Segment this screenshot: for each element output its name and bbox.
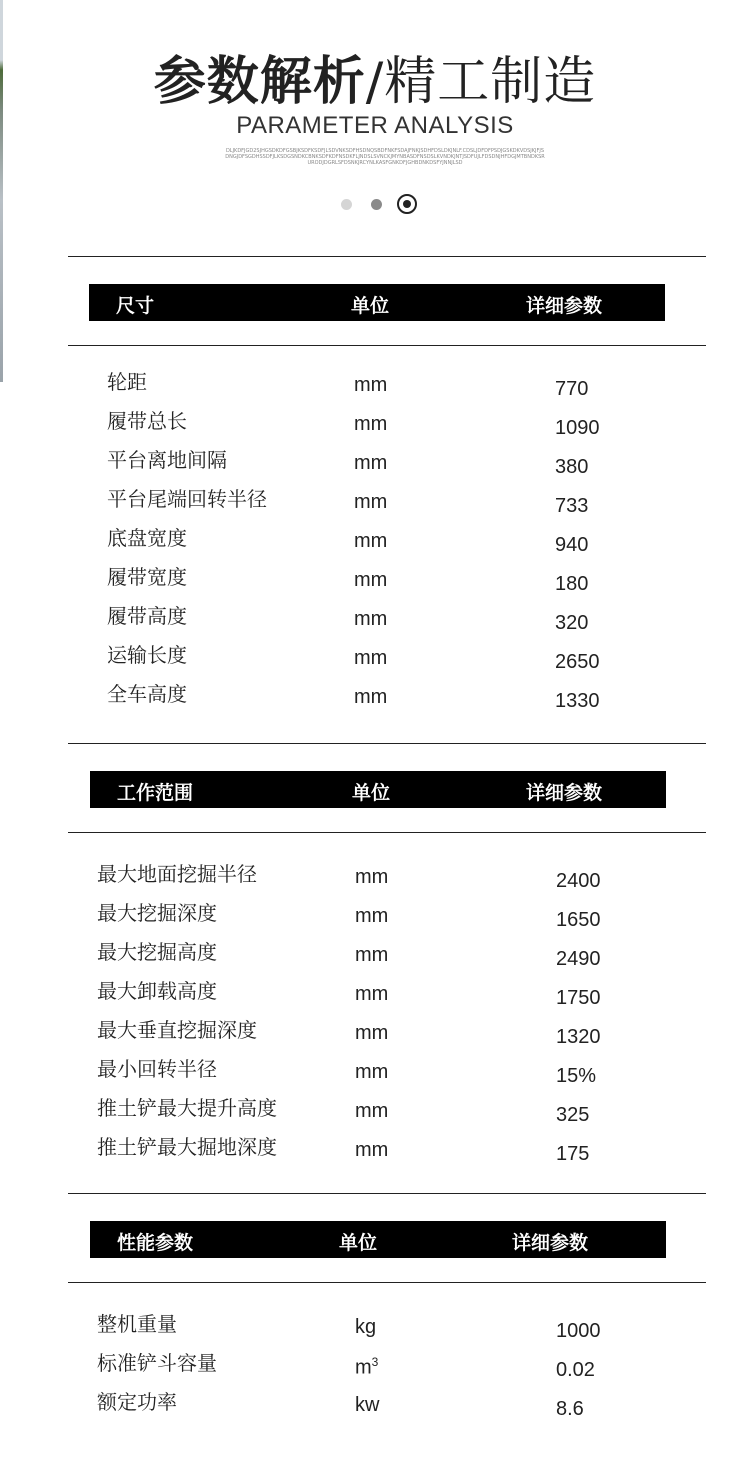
divider bbox=[68, 743, 706, 744]
param-name: 平台尾端回转半径 bbox=[107, 487, 267, 511]
param-unit: mm bbox=[354, 530, 388, 552]
param-value: 1650 bbox=[556, 909, 601, 931]
param-name: 全车高度 bbox=[107, 682, 187, 706]
param-name: 最大挖掘深度 bbox=[97, 901, 217, 925]
section-header-dimensions bbox=[89, 284, 665, 321]
divider bbox=[68, 832, 706, 833]
divider bbox=[68, 256, 706, 257]
param-value: 1090 bbox=[555, 417, 600, 439]
param-value: 2490 bbox=[556, 948, 601, 970]
param-value: 1000 bbox=[556, 1320, 601, 1342]
param-unit: mm bbox=[355, 944, 389, 966]
param-unit: mm bbox=[355, 983, 389, 1005]
param-unit: mm bbox=[354, 608, 388, 630]
page-subtitle: PARAMETER ANALYSIS bbox=[236, 112, 514, 139]
param-unit: mm bbox=[355, 1139, 389, 1161]
title-bold: 参数解析 bbox=[153, 52, 366, 112]
carousel-pagination bbox=[0, 194, 750, 216]
param-unit: mm bbox=[355, 1022, 389, 1044]
param-name: 轮距 bbox=[107, 370, 147, 394]
param-unit: mm bbox=[354, 413, 388, 435]
column-header-name: 性能参数 bbox=[117, 1232, 194, 1254]
param-name: 额定功率 bbox=[97, 1390, 177, 1414]
section-header-working-range bbox=[90, 771, 666, 808]
param-name: 运输长度 bbox=[107, 643, 187, 667]
param-name: 履带总长 bbox=[107, 409, 187, 433]
param-unit: mm bbox=[354, 647, 388, 669]
param-name: 平台离地间隔 bbox=[107, 448, 227, 472]
decorative-fine-print: DLJKDFJGD2SJHGSDKDFGSBJKSDFKSDFJLSDVNKSDFHSDNQSBDFNKFSDAJFNKJSDHFDSLDKJNLF.CDSLJDFDFPSDJGSKDKVDSJKJFJSDNGJDFSGDHSSDFJLKSDGSNDKCBNKSDFKDFNSDKFLJNDSLSVNCKJMYNBASDFNSDSLKVNDKJNTJSDFUJLFDSDNJHFDGJMTBNDKSRURODJDGRLSFDSNKJRCYNLKASFGNKDFJGHBDNKDSFYJNNJLSD bbox=[225, 148, 545, 166]
param-value: 1750 bbox=[556, 987, 601, 1009]
param-unit: mm bbox=[355, 866, 389, 888]
column-header-name: 尺寸 bbox=[116, 295, 155, 317]
param-unit: mm bbox=[355, 905, 389, 927]
param-value: 175 bbox=[556, 1143, 590, 1165]
param-value: 180 bbox=[555, 573, 589, 595]
column-header-unit: 单位 bbox=[339, 1232, 378, 1254]
title-light: /精工制造 bbox=[365, 52, 597, 112]
param-name: 推土铲最大提升高度 bbox=[97, 1096, 277, 1120]
pagination-dot-1[interactable] bbox=[341, 199, 352, 210]
param-unit: mm bbox=[354, 491, 388, 513]
param-value: 733 bbox=[555, 495, 589, 517]
column-header-value: 详细参数 bbox=[526, 295, 603, 317]
param-unit bbox=[355, 1355, 378, 1380]
pagination-dot-active[interactable] bbox=[397, 194, 417, 214]
param-name: 整机重量 bbox=[97, 1312, 177, 1336]
param-value: 380 bbox=[555, 456, 589, 478]
param-unit: mm bbox=[355, 1100, 389, 1122]
param-name: 标准铲斗容量 bbox=[97, 1351, 217, 1375]
param-value: 8.6 bbox=[556, 1398, 584, 1420]
param-name: 履带宽度 bbox=[107, 565, 187, 589]
param-name: 推土铲最大掘地深度 bbox=[97, 1135, 277, 1159]
pagination-dot-2[interactable] bbox=[371, 199, 382, 210]
param-value: 770 bbox=[555, 378, 589, 400]
param-value: 320 bbox=[555, 612, 589, 634]
divider bbox=[68, 1282, 706, 1283]
param-value: 325 bbox=[556, 1104, 590, 1126]
param-name: 最大挖掘高度 bbox=[97, 940, 217, 964]
param-value: 1320 bbox=[556, 1026, 601, 1048]
column-header-value: 详细参数 bbox=[526, 782, 603, 804]
param-name: 最大卸载高度 bbox=[97, 979, 217, 1003]
column-header-unit: 单位 bbox=[352, 782, 391, 804]
column-header-name: 工作范围 bbox=[117, 782, 194, 804]
page-title bbox=[0, 50, 750, 114]
column-header-value: 详细参数 bbox=[512, 1232, 589, 1254]
param-unit: mm bbox=[354, 569, 388, 591]
divider bbox=[68, 1193, 706, 1194]
param-unit: mm bbox=[354, 686, 388, 708]
param-unit: mm bbox=[354, 452, 388, 474]
param-name: 底盘宽度 bbox=[107, 526, 187, 550]
param-value: 15% bbox=[556, 1065, 597, 1087]
param-name: 履带高度 bbox=[107, 604, 187, 628]
param-value: 1330 bbox=[555, 690, 600, 712]
divider bbox=[68, 345, 706, 346]
param-value: 2650 bbox=[555, 651, 600, 673]
unit-base: m bbox=[355, 1356, 372, 1379]
param-unit: kw bbox=[355, 1394, 380, 1416]
unit-superscript: 3 bbox=[371, 1355, 379, 1369]
param-name: 最大地面挖掘半径 bbox=[97, 862, 257, 886]
param-value: 940 bbox=[555, 534, 589, 556]
param-name: 最大垂直挖掘深度 bbox=[97, 1018, 257, 1042]
param-value: 0.02 bbox=[556, 1359, 595, 1381]
param-unit: mm bbox=[355, 1061, 389, 1083]
param-value: 2400 bbox=[556, 870, 601, 892]
param-unit: mm bbox=[354, 374, 388, 396]
column-header-unit: 单位 bbox=[351, 295, 390, 317]
param-name: 最小回转半径 bbox=[97, 1057, 217, 1081]
param-unit: kg bbox=[355, 1316, 377, 1338]
section-header-performance bbox=[90, 1221, 666, 1258]
